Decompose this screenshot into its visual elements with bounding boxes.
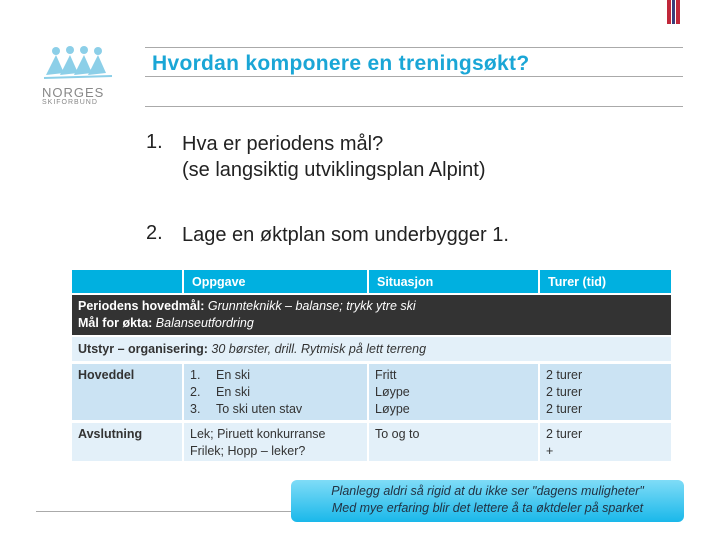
task-number: 2. [190, 385, 201, 399]
logo-subtext: SKIFORBUND [42, 99, 98, 106]
page-title: Hvordan komponere en treningsøkt? [152, 52, 530, 75]
equipment-value: 30 børster, drill. Rytmisk på lett terreng [211, 342, 427, 356]
row-tasks [184, 423, 367, 461]
header-situasjon: Situasjon [369, 270, 538, 293]
row-situations [369, 364, 538, 420]
turns: 2 turer [546, 402, 583, 416]
equipment-label: Utstyr – organisering: [78, 342, 208, 356]
header-empty [72, 270, 182, 293]
turns: 2 turer [546, 427, 583, 441]
tip-line: Planlegg aldri så rigid at du ikke ser "dagens muligheter" [331, 484, 644, 498]
situation: Løype [375, 402, 410, 416]
norges-skiforbund-logo [42, 45, 114, 105]
logo-text: NORGES [42, 85, 105, 100]
row-situations [369, 423, 538, 461]
situation: To og to [375, 427, 420, 441]
header-oppgave: Oppgave [184, 270, 367, 293]
turns: 2 turer [546, 368, 583, 382]
row-turns [540, 423, 671, 461]
point-text: Hva er periodens mål? [182, 133, 384, 155]
skier-figures-icon [42, 45, 114, 81]
equipment-row [72, 337, 671, 361]
point-1 [146, 131, 486, 183]
task: Frilek; Hopp – leker? [190, 444, 306, 458]
point-text: Lage en øktplan som underbygger 1. [182, 224, 509, 246]
session-goal-label: Mål for økta: [78, 316, 153, 330]
goal-row [72, 295, 671, 335]
row-turns [540, 364, 671, 420]
footer-divider [36, 511, 292, 512]
point-number: 2. [146, 222, 163, 244]
task-number: 3. [190, 402, 201, 416]
situation: Fritt [375, 368, 397, 382]
goal-label: Periodens hovedmål: [78, 299, 205, 313]
session-goal-value: Balanseutfordring [155, 316, 254, 330]
row-name: Avslutning [72, 423, 182, 461]
situation: Løype [375, 385, 410, 399]
task: En ski [216, 385, 251, 399]
task-number: 1. [190, 368, 201, 382]
row-tasks [184, 364, 367, 420]
header-turer: Turer (tid) [540, 270, 671, 293]
turns: 2 turer [546, 385, 583, 399]
norway-flag-mark [667, 0, 680, 24]
task: Lek; Piruett konkurranse [190, 427, 326, 441]
turns: + [546, 444, 554, 458]
task: To ski uten stav [216, 402, 303, 416]
point-subtext: (se langsiktig utviklingsplan Alpint) [182, 159, 486, 181]
tip-line: Med mye erfaring blir det lettere å ta øktdeler på sparket [331, 501, 644, 515]
row-name: Hoveddel [72, 364, 182, 420]
tip-callout [291, 480, 684, 522]
goal-value: Grunnteknikk – balanse; trykk ytre ski [207, 299, 416, 313]
point-2 [146, 222, 509, 248]
task: En ski [216, 368, 251, 382]
point-number: 1. [146, 131, 163, 153]
